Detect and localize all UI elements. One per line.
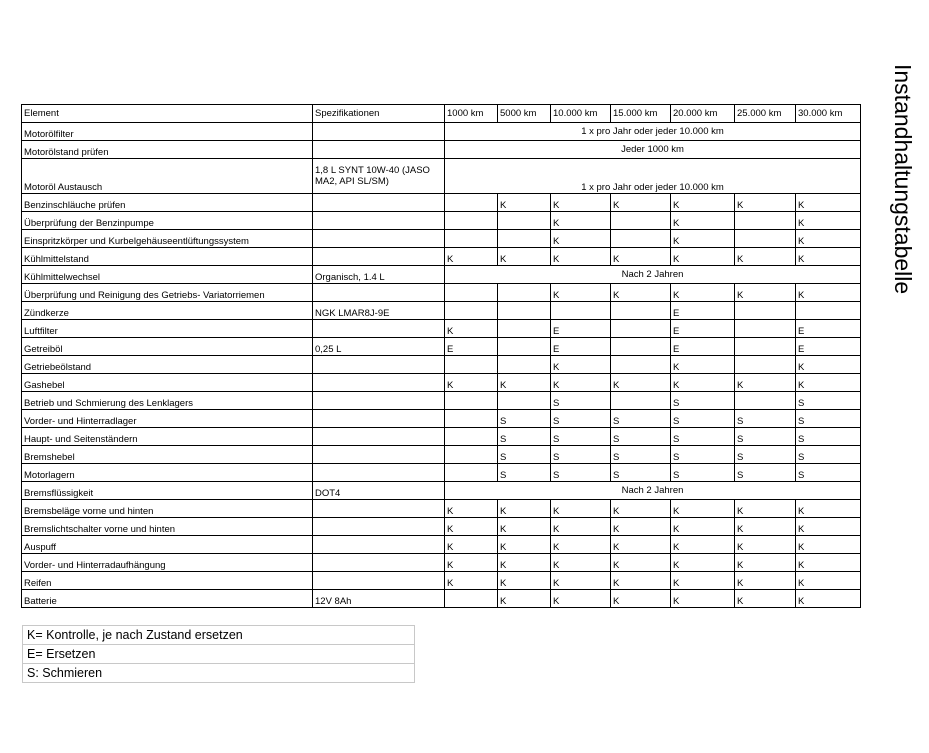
interval-cell: S [735, 464, 796, 482]
element-cell: Getriebeölstand [22, 356, 313, 374]
interval-cell [445, 590, 498, 608]
table-row [22, 464, 861, 482]
interval-cell: K [796, 212, 861, 230]
interval-cell: K [551, 230, 611, 248]
element-cell: Reifen [22, 572, 313, 590]
table-row [22, 194, 861, 212]
interval-cell: E [796, 338, 861, 356]
interval-cell: K [611, 590, 671, 608]
interval-cell: K [551, 518, 611, 536]
interval-cell: K [611, 194, 671, 212]
legend-row [23, 626, 415, 645]
spec-cell [313, 572, 445, 590]
spec-cell [313, 230, 445, 248]
interval-cell [445, 356, 498, 374]
interval-cell: K [735, 554, 796, 572]
interval-cell: K [611, 374, 671, 392]
spec-cell [313, 446, 445, 464]
table-row [22, 356, 861, 374]
interval-cell: K [445, 554, 498, 572]
interval-cell: K [735, 572, 796, 590]
interval-cell: K [671, 374, 735, 392]
element-cell: Auspuff [22, 536, 313, 554]
interval-cell: S [796, 392, 861, 410]
interval-cell: K [671, 356, 735, 374]
interval-cell: S [735, 410, 796, 428]
interval-cell: K [735, 536, 796, 554]
interval-cell: S [671, 464, 735, 482]
interval-cell: K [796, 356, 861, 374]
interval-cell [498, 392, 551, 410]
interval-cell [611, 230, 671, 248]
page-title: Instandhaltungstabelle [890, 64, 916, 295]
interval-cell [796, 302, 861, 320]
table-row [22, 500, 861, 518]
interval-cell: E [551, 338, 611, 356]
interval-cell: S [611, 446, 671, 464]
interval-cell: S [671, 410, 735, 428]
interval-cell: K [551, 572, 611, 590]
interval-cell: S [551, 392, 611, 410]
interval-cell: E [671, 320, 735, 338]
interval-cell: S [498, 428, 551, 446]
interval-cell: S [796, 464, 861, 482]
interval-cell [611, 302, 671, 320]
table-row [22, 284, 861, 302]
table-row [22, 230, 861, 248]
interval-cell: S [611, 464, 671, 482]
interval-cell: K [611, 518, 671, 536]
spec-cell [313, 500, 445, 518]
table-row [22, 159, 861, 194]
interval-cell: K [735, 248, 796, 266]
table-row [22, 590, 861, 608]
legend [22, 625, 415, 683]
interval-cell: S [551, 446, 611, 464]
interval-cell: S [735, 428, 796, 446]
interval-cell: K [611, 284, 671, 302]
interval-cell: K [671, 536, 735, 554]
element-cell: Gashebel [22, 374, 313, 392]
element-cell: Bremsbeläge vorne und hinten [22, 500, 313, 518]
interval-cell: K [551, 590, 611, 608]
interval-cell [735, 212, 796, 230]
interval-cell: S [796, 446, 861, 464]
spec-cell: 1,8 L SYNT 10W-40 (JASO MA2, API SL/SM) [313, 159, 445, 194]
column-header: 20.000 km [671, 105, 735, 123]
interval-cell [445, 464, 498, 482]
interval-cell: K [445, 374, 498, 392]
interval-cell: E [796, 320, 861, 338]
spec-cell [313, 320, 445, 338]
interval-cell: S [498, 464, 551, 482]
interval-cell: K [671, 590, 735, 608]
interval-cell: K [735, 518, 796, 536]
interval-cell: K [671, 194, 735, 212]
interval-cell: K [735, 194, 796, 212]
spec-cell: 12V 8Ah [313, 590, 445, 608]
interval-cell: S [498, 410, 551, 428]
interval-cell: S [671, 446, 735, 464]
column-header: 15.000 km [611, 105, 671, 123]
interval-cell [611, 320, 671, 338]
table-row [22, 482, 861, 500]
spec-cell [313, 518, 445, 536]
element-cell: Betrieb und Schmierung des Lenklagers [22, 392, 313, 410]
interval-cell: K [796, 590, 861, 608]
interval-cell: K [611, 572, 671, 590]
interval-cell: K [671, 212, 735, 230]
interval-cell: K [551, 212, 611, 230]
legend-item-k: K= Kontrolle, je nach Zustand ersetzen [23, 626, 415, 645]
interval-cell [498, 356, 551, 374]
interval-cell: K [671, 230, 735, 248]
interval-cell [498, 212, 551, 230]
interval-cell [498, 320, 551, 338]
interval-cell [611, 392, 671, 410]
interval-cell [498, 338, 551, 356]
spec-cell [313, 392, 445, 410]
interval-cell [498, 284, 551, 302]
interval-cell: K [671, 248, 735, 266]
interval-cell: K [735, 374, 796, 392]
element-cell: Luftfilter [22, 320, 313, 338]
interval-cell: S [611, 410, 671, 428]
spec-cell [313, 374, 445, 392]
column-header: 30.000 km [796, 105, 861, 123]
interval-cell [611, 356, 671, 374]
legend-item-s: S: Schmieren [23, 664, 415, 683]
interval-cell [735, 338, 796, 356]
element-cell: Einspritzkörper und Kurbelgehäuseentlüftungssystem [22, 230, 313, 248]
interval-cell [611, 338, 671, 356]
spec-cell [313, 356, 445, 374]
interval-cell: S [551, 464, 611, 482]
interval-cell: K [671, 572, 735, 590]
element-cell: Motoröl Austausch [22, 159, 313, 194]
spec-cell [313, 284, 445, 302]
interval-cell: K [498, 374, 551, 392]
interval-cell: K [551, 500, 611, 518]
interval-cell: K [796, 536, 861, 554]
interval-cell [735, 302, 796, 320]
spec-cell [313, 464, 445, 482]
interval-cell: K [796, 518, 861, 536]
element-cell: Bremsflüssigkeit [22, 482, 313, 500]
table-row [22, 248, 861, 266]
maintenance-table [21, 104, 861, 608]
interval-cell: K [796, 230, 861, 248]
element-cell: Überprüfung der Benzinpumpe [22, 212, 313, 230]
interval-cell: K [611, 248, 671, 266]
spec-cell: DOT4 [313, 482, 445, 500]
interval-cell: K [498, 554, 551, 572]
interval-cell: K [671, 500, 735, 518]
element-cell: Benzinschläuche prüfen [22, 194, 313, 212]
table-row [22, 266, 861, 284]
interval-cell: K [551, 554, 611, 572]
element-cell: Haupt- und Seitenständern [22, 428, 313, 446]
column-header: 1000 km [445, 105, 498, 123]
element-cell: Vorder- und Hinterradaufhängung [22, 554, 313, 572]
interval-cell: K [796, 248, 861, 266]
interval-cell: K [796, 554, 861, 572]
interval-cell: K [445, 518, 498, 536]
table-row [22, 338, 861, 356]
element-cell: Motorölfilter [22, 123, 313, 141]
table-row [22, 123, 861, 141]
interval-cell [735, 320, 796, 338]
interval-cell: K [551, 356, 611, 374]
column-header: 25.000 km [735, 105, 796, 123]
spec-cell [313, 212, 445, 230]
legend-row [23, 664, 415, 683]
spec-cell: Organisch, 1.4 L [313, 266, 445, 284]
interval-cell: E [671, 302, 735, 320]
column-header: 10.000 km [551, 105, 611, 123]
interval-cell: E [671, 338, 735, 356]
table-row [22, 212, 861, 230]
interval-cell: S [611, 428, 671, 446]
interval-cell: K [796, 284, 861, 302]
interval-cell: K [551, 374, 611, 392]
interval-cell: K [445, 536, 498, 554]
interval-cell [551, 302, 611, 320]
table-row [22, 446, 861, 464]
interval-cell: K [445, 320, 498, 338]
interval-span-cell: 1 x pro Jahr oder jeder 10.000 km [445, 159, 861, 194]
interval-cell: K [671, 284, 735, 302]
interval-cell: S [498, 446, 551, 464]
legend-item-e: E= Ersetzen [23, 645, 415, 664]
interval-span-cell: 1 x pro Jahr oder jeder 10.000 km [445, 123, 861, 141]
interval-cell: S [551, 428, 611, 446]
element-cell: Kühlmittelwechsel [22, 266, 313, 284]
table-row [22, 302, 861, 320]
table-row [22, 141, 861, 159]
spec-cell [313, 554, 445, 572]
interval-cell: K [498, 536, 551, 554]
spec-cell [313, 194, 445, 212]
interval-cell: K [445, 572, 498, 590]
interval-cell: K [735, 500, 796, 518]
interval-cell [735, 392, 796, 410]
interval-cell [445, 410, 498, 428]
element-cell: Motorlagern [22, 464, 313, 482]
interval-cell: K [796, 194, 861, 212]
interval-cell [735, 230, 796, 248]
table-row [22, 410, 861, 428]
element-cell: Zündkerze [22, 302, 313, 320]
interval-cell: K [498, 194, 551, 212]
interval-cell: K [796, 572, 861, 590]
interval-cell [735, 356, 796, 374]
interval-cell: K [611, 554, 671, 572]
interval-cell: K [551, 536, 611, 554]
interval-cell: S [735, 446, 796, 464]
interval-cell [611, 212, 671, 230]
interval-cell: E [551, 320, 611, 338]
element-cell: Getreiböl [22, 338, 313, 356]
interval-cell [445, 230, 498, 248]
interval-cell: K [551, 248, 611, 266]
interval-cell: K [445, 500, 498, 518]
element-cell: Motorölstand prüfen [22, 141, 313, 159]
spec-cell: 0,25 L [313, 338, 445, 356]
column-header: 5000 km [498, 105, 551, 123]
table-row [22, 536, 861, 554]
table-row [22, 518, 861, 536]
spec-cell [313, 248, 445, 266]
column-header: Spezifikationen [313, 105, 445, 123]
interval-cell: K [735, 590, 796, 608]
interval-cell: K [498, 590, 551, 608]
interval-cell: S [796, 410, 861, 428]
interval-cell: S [671, 392, 735, 410]
interval-cell [498, 230, 551, 248]
element-cell: Bremshebel [22, 446, 313, 464]
spec-cell [313, 428, 445, 446]
header-row [22, 105, 861, 123]
table-row [22, 374, 861, 392]
interval-cell [445, 392, 498, 410]
interval-cell: K [671, 554, 735, 572]
interval-cell: K [735, 284, 796, 302]
element-cell: Kühlmittelstand [22, 248, 313, 266]
interval-cell [445, 302, 498, 320]
interval-cell: K [551, 194, 611, 212]
interval-cell: S [796, 428, 861, 446]
interval-cell [445, 446, 498, 464]
interval-cell: K [445, 248, 498, 266]
interval-cell: S [671, 428, 735, 446]
spec-cell [313, 123, 445, 141]
interval-cell: K [498, 500, 551, 518]
interval-cell [445, 428, 498, 446]
interval-cell [445, 284, 498, 302]
interval-cell [498, 302, 551, 320]
table-row [22, 572, 861, 590]
interval-cell: E [445, 338, 498, 356]
interval-span-cell: Nach 2 Jahren [445, 482, 861, 500]
interval-cell [445, 194, 498, 212]
interval-cell: K [498, 572, 551, 590]
interval-cell: K [498, 248, 551, 266]
interval-cell: K [611, 536, 671, 554]
element-cell: Batterie [22, 590, 313, 608]
legend-row [23, 645, 415, 664]
interval-cell: K [796, 374, 861, 392]
spec-cell [313, 536, 445, 554]
interval-span-cell: Nach 2 Jahren [445, 266, 861, 284]
element-cell: Bremslichtschalter vorne und hinten [22, 518, 313, 536]
table-row [22, 428, 861, 446]
element-cell: Überprüfung und Reinigung des Getriebs- Variatorriemen [22, 284, 313, 302]
element-cell: Vorder- und Hinterradlager [22, 410, 313, 428]
table-row [22, 392, 861, 410]
table-row [22, 320, 861, 338]
interval-cell: K [796, 500, 861, 518]
spec-cell [313, 141, 445, 159]
interval-cell: K [551, 284, 611, 302]
interval-cell: S [551, 410, 611, 428]
column-header: Element [22, 105, 313, 123]
interval-cell: K [611, 500, 671, 518]
spec-cell: NGK LMAR8J-9E [313, 302, 445, 320]
interval-cell: K [498, 518, 551, 536]
table-row [22, 554, 861, 572]
spec-cell [313, 410, 445, 428]
interval-span-cell: Jeder 1000 km [445, 141, 861, 159]
interval-cell [445, 212, 498, 230]
interval-cell: K [671, 518, 735, 536]
